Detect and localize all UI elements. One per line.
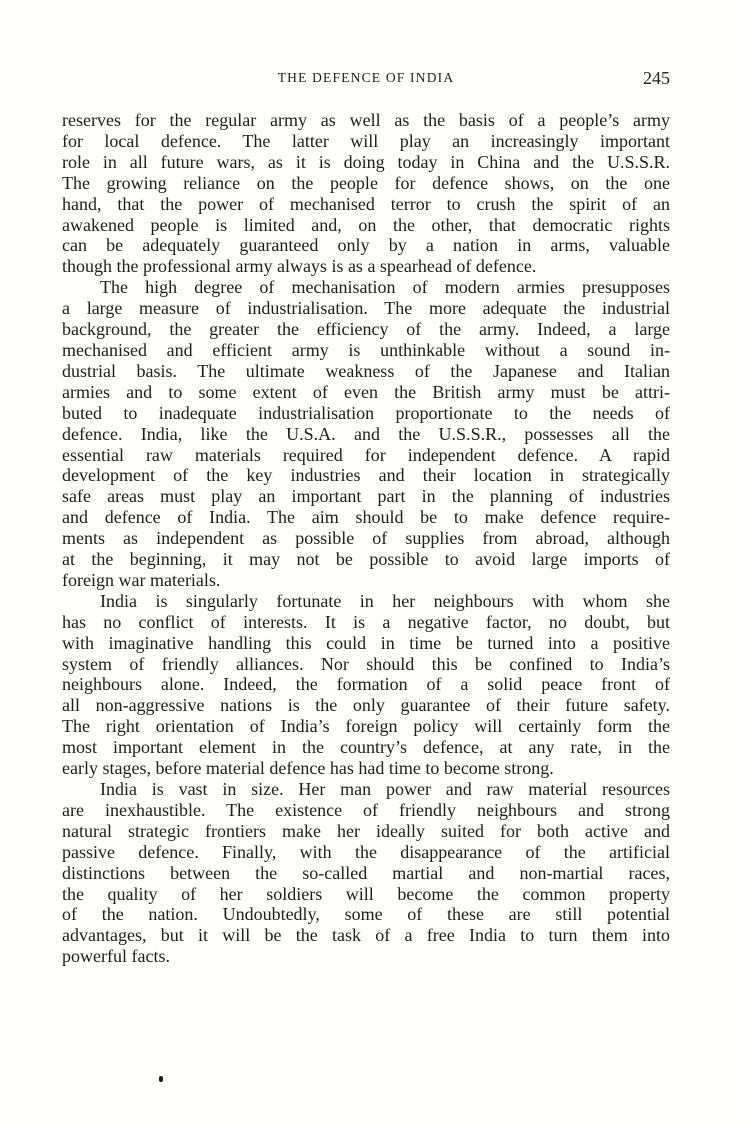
- text-line: all non-aggressive nations is the only guarantee of their future safety.: [62, 695, 670, 716]
- text-line: dustrial basis. The ultimate weakness of the Japanese and Italian: [62, 360, 670, 381]
- text-line: a large measure of industrialisation. The more adequate the industrial: [62, 298, 670, 319]
- text-line: has no conflict of interests. It is a negative factor, no doubt, but: [62, 611, 670, 632]
- text-line: mechanised and efficient army is unthinkable without a sound in-: [62, 339, 670, 360]
- paragraph: [62, 779, 670, 967]
- text-line: The right orientation of India’s foreign policy will certainly form the: [62, 716, 670, 737]
- text-line: foreign war materials.: [62, 569, 221, 590]
- text-line: ments as independent as possible of supplies from abroad, although: [62, 528, 670, 549]
- text-line: advantages, but it will be the task of a free India to turn them into: [62, 925, 670, 946]
- text-line: The growing reliance on the people for defence shows, on the one: [62, 172, 670, 193]
- text-line: armies and to some extent of even the British army must be attri-: [62, 381, 670, 402]
- text-line: are inexhaustible. The existence of friendly neighbours and strong: [62, 799, 670, 820]
- text-line: distinctions between the so-called martial and non-martial races,: [62, 862, 670, 883]
- paragraph: [62, 591, 670, 779]
- text-line: background, the greater the efficiency of the army. Indeed, a large: [62, 319, 670, 340]
- text-line: the quality of her soldiers will become the common property: [62, 883, 670, 904]
- text-line: can be adequately guaranteed only by a nation in arms, valuable: [62, 235, 670, 256]
- text-line: buted to inadequate industrialisation proportionate to the needs of: [62, 402, 670, 423]
- text-line: India is singularly fortunate in her neighbours with whom she: [100, 590, 670, 611]
- text-line: though the professional army always is as a spearhead of defence.: [62, 256, 537, 277]
- running-title: THE DEFENCE OF INDIA: [277, 70, 455, 85]
- text-line: role in all future wars, as it is doing today in China and the U.S.S.R.: [62, 151, 670, 172]
- text-line: and defence of India. The aim should be to make defence require-: [62, 507, 670, 528]
- paragraph: [62, 277, 670, 591]
- body-text: [62, 110, 670, 967]
- text-line: defence. India, like the U.S.A. and the U.S.S.R., possesses all the: [62, 423, 670, 444]
- text-line: safe areas must play an important part in the planning of industries: [62, 486, 670, 507]
- text-line: The high degree of mechanisation of modern armies presupposes: [100, 277, 670, 298]
- text-line: reserves for the regular army as well as the basis of a people’s army: [62, 110, 670, 130]
- paragraph: [62, 110, 670, 277]
- text-line: most important element in the country’s defence, at any rate, in the: [62, 737, 670, 758]
- text-line: for local defence. The latter will play an increasingly important: [62, 130, 670, 151]
- text-line: powerful facts.: [62, 946, 170, 967]
- text-line: at the beginning, it may not be possible to avoid large imports of: [62, 549, 670, 570]
- page-number: 245: [643, 68, 670, 88]
- text-line: India is vast in size. Her man power and raw material resources: [100, 779, 670, 799]
- ink-speck: [159, 1076, 163, 1082]
- text-line: natural strategic frontiers make her ideally suited for both active and: [62, 820, 670, 841]
- text-line: of the nation. Undoubtedly, some of these are still potential: [62, 904, 670, 925]
- text-line: awakened people is limited and, on the other, that democratic rights: [62, 214, 670, 235]
- running-head: [62, 70, 670, 92]
- text-line: system of friendly alliances. Nor should this be confined to India’s: [62, 653, 670, 674]
- text-line: early stages, before material defence has had time to become strong.: [62, 758, 554, 779]
- text-line: essential raw materials required for independent defence. A rapid: [62, 444, 670, 465]
- text-line: passive defence. Finally, with the disappearance of the artificial: [62, 841, 670, 862]
- text-line: with imaginative handling this could in time be turned into a positive: [62, 632, 670, 653]
- text-line: hand, that the power of mechanised terror to crush the spirit of an: [62, 193, 670, 214]
- text-line: neighbours alone. Indeed, the formation of a solid peace front of: [62, 674, 670, 695]
- text-line: development of the key industries and their location in strategically: [62, 465, 670, 486]
